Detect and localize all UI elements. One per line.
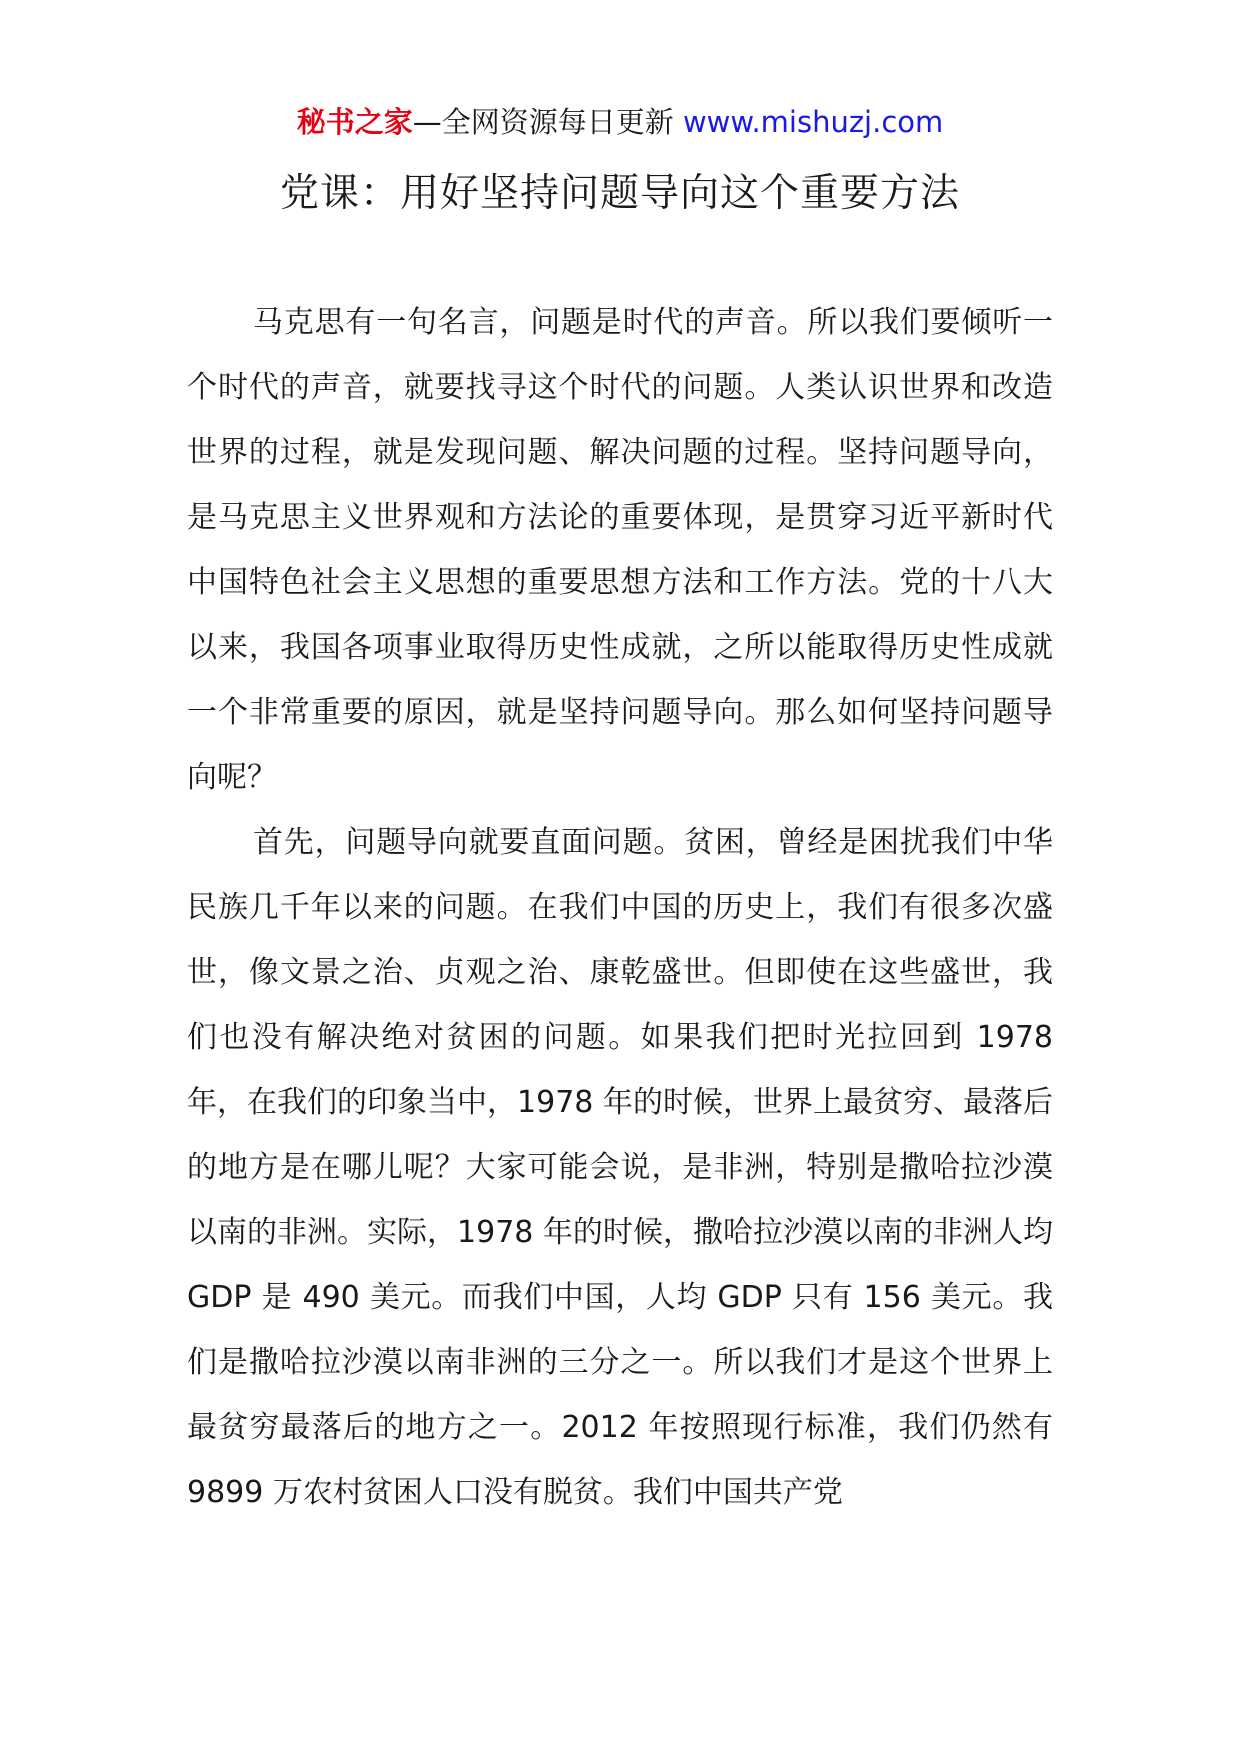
paragraph-intro: 马克思有一句名言，问题是时代的声音。所以我们要倾听一个时代的声音，就要找寻这个时代的问题。人类认识世界和改造世界的过程，就是发现问题、解决问题的过程。坚持问题导向，是马克思主义世界观和方法论的重要体现，是贯穿习近平新时代中国特色社会主义思想的重要思想方法和工作方法。党的十八大以来，我国各项事业取得历史性成就，之所以能取得历史性成就一个非常重要的原因，就是坚持问题导向。那么如何坚持问题导向呢？ — [187, 305, 1053, 795]
header-tagline: —全网资源每日更新 — [412, 105, 683, 139]
document-body — [187, 290, 1053, 1525]
paragraph-first-point: 首先，问题导向就要直面问题。贫困，曾经是困扰我们中华民族几千年以来的问题。在我们中国的历史上，我们有很多次盛世，像文景之治、贞观之治、康乾盛世。但即使在这些盛世，我们也没有解决绝对贫困的问题。如果我们把时光拉回到 1978 年，在我们的印象当中，1978 年的时候，世界上最贫穷、最落后的地方是在哪儿呢？大家可能会说，是非洲，特别是撒哈拉沙漠以南的非洲。实际，1978 年的时候，撒哈拉沙漠以南的非洲人均 GDP 是 490 美元。而我们中国，人均 GDP 只有 156 美元。我们是撒哈拉沙漠以南非洲的三分之一。所以我们才是这个世界上最贫穷最落后的地方之一。2012 年按照现行标准，我们仍然有 9899 万农村贫困人口没有脱贫。我们中国共产党 — [187, 825, 1053, 1510]
brand-name: 秘书之家 — [296, 105, 413, 139]
site-header — [0, 102, 1240, 142]
document-title: 党课：用好坚持问题导向这个重要方法 — [279, 171, 960, 216]
site-url-link[interactable]: www.mishuzj.com — [682, 105, 944, 139]
